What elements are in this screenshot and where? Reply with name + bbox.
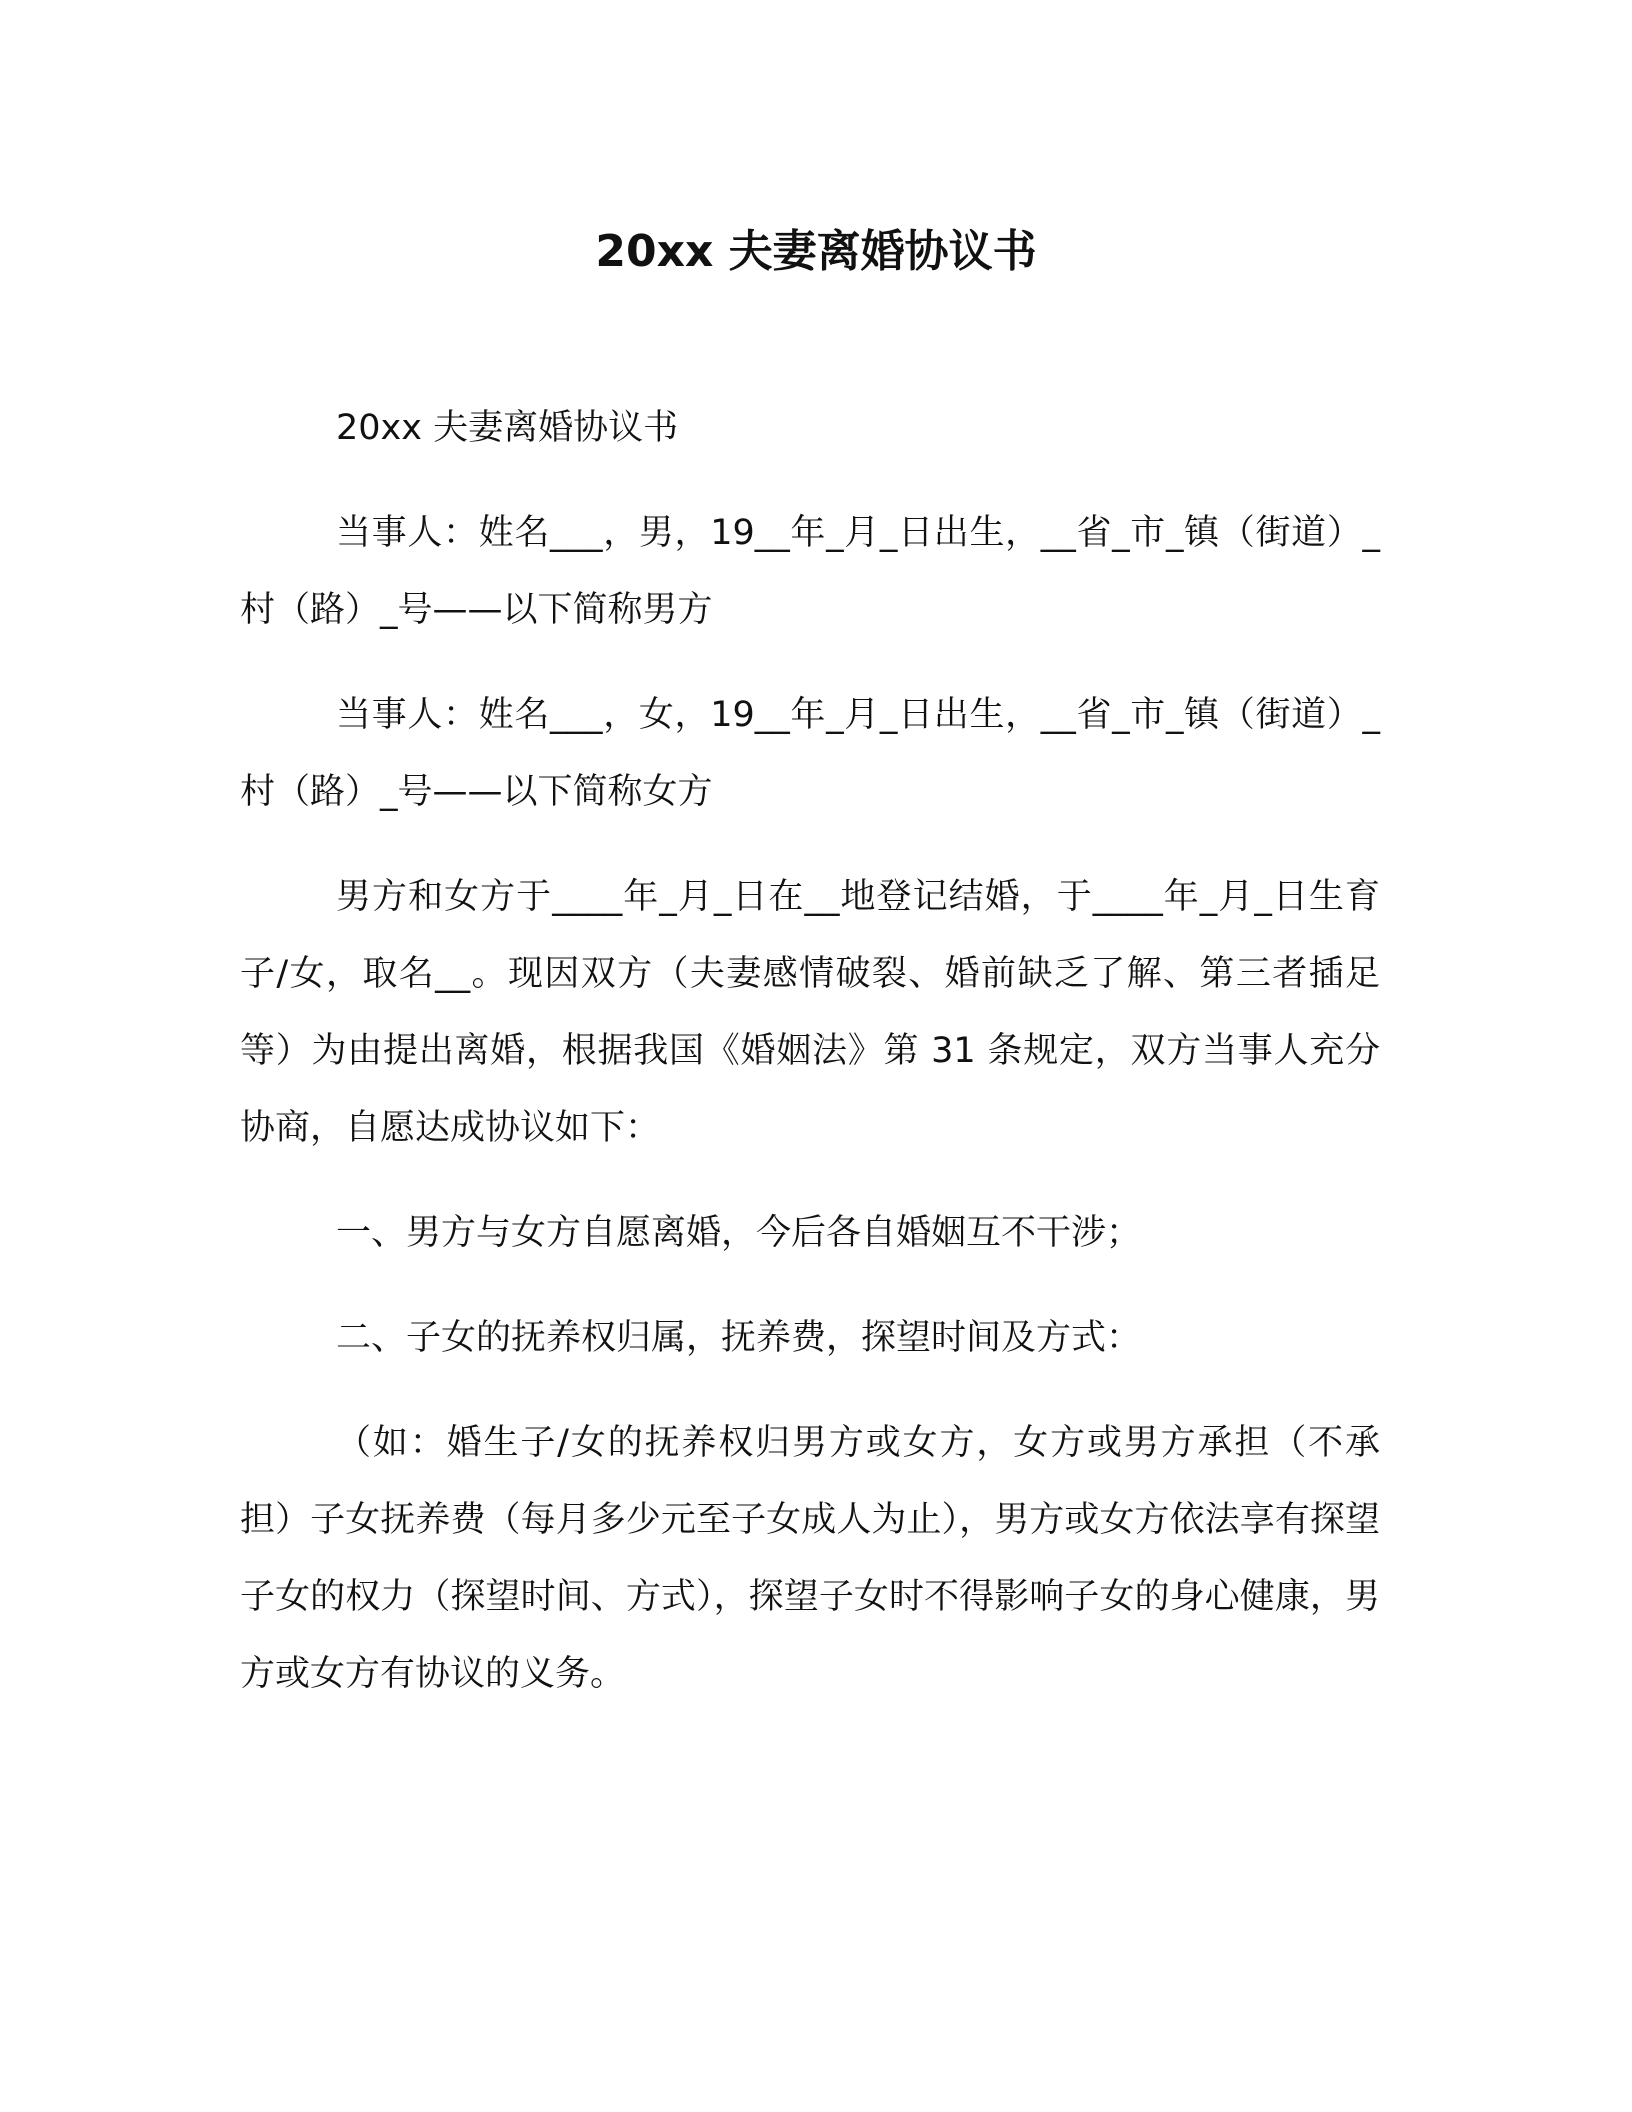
clause-two-paragraph: 二、子女的抚养权归属，抚养费，探望时间及方式： — [336, 1318, 1142, 1358]
document-title: 20xx 夫妻离婚协议书 — [595, 226, 1037, 277]
party-male-paragraph: 当事人：姓名___，男，19__年_月_日出生，__省_市_镇（街道）_村（路）_号——以下简称男方 — [240, 513, 1380, 630]
marriage-background-paragraph: 男方和女方于____年_月_日在__地登记结婚，于____年_月_日生育子/女，取名__。现因双方（夫妻感情破裂、婚前缺乏了解、第三者插足等）为由提出离婚，根据我国《婚姻法》第 31 条规定，双方当事人充分协商，自愿达成协议如下： — [240, 877, 1380, 1148]
clause-one-paragraph: 一、男方与女方自愿离婚，今后各自婚姻互不干涉； — [336, 1213, 1142, 1253]
custody-example-paragraph: （如：婚生子/女的抚养权归男方或女方，女方或男方承担（不承担）子女抚养费（每月多少元至子女成人为止），男方或女方依法享有探望子女的权力（探望时间、方式），探望子女时不得影响子女的身心健康，男方或女方有协议的义务。 — [240, 1423, 1380, 1694]
party-female-paragraph: 当事人：姓名___，女，19__年_月_日出生，__省_市_镇（街道）_村（路）_号——以下简称女方 — [240, 695, 1380, 812]
subtitle-paragraph: 20xx 夫妻离婚协议书 — [336, 408, 679, 448]
document-body — [240, 390, 1380, 1741]
